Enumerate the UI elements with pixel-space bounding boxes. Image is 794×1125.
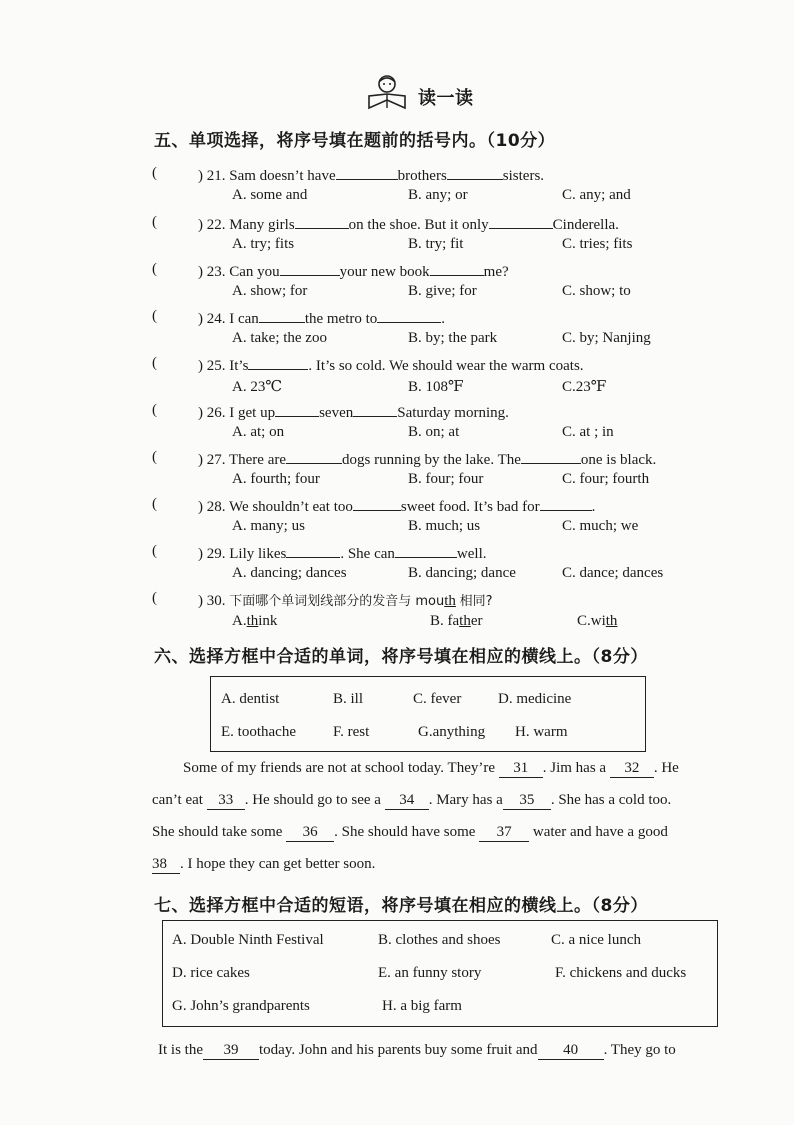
option-b: B. dancing; dance [408,565,516,581]
passage-line-4: 38 . I hope they can get better soon. [152,856,376,872]
passage-line-1: Some of my friends are not at school today. They’re 31 . Jim has a 32 . He [183,760,679,776]
word-d: D. medicine [498,691,572,707]
question-text: your new book [339,264,430,280]
option-c: C. much; we [562,518,639,534]
reading-child-icon [365,72,409,112]
page-title: 读一读 [418,88,474,109]
answer-blank[interactable] [540,496,592,511]
option-c: C.with [577,613,618,629]
option-a: A. take; the zoo [232,330,327,346]
question-text: Can you [229,264,280,280]
question-text: . It’s so cold. We should wear the warm coats. [308,358,584,374]
answer-blank[interactable] [275,402,319,417]
option-b: B. 108℉ [408,379,464,395]
option-b: B. by; the park [408,330,498,346]
question-text: It’s [229,358,249,374]
blank-33[interactable]: 33 [207,792,245,810]
question-number: ) 24. [198,311,226,327]
passage-line-3: She should take some 36 . She should have some 37 water and have a good [152,824,668,840]
question-line [198,165,544,185]
option-a: A. show; for [232,283,308,299]
word-f: F. rest [333,724,370,740]
answer-paren[interactable]: ( [152,165,157,181]
question-number: ) 30. [198,593,226,609]
answer-blank[interactable] [286,449,342,464]
option-a: A. at; on [232,424,285,440]
question-text: I get up [229,405,276,421]
answer-blank[interactable] [489,214,553,229]
question-text: sisters. [502,168,545,184]
option-c: C. by; Nanjing [562,330,651,346]
passage-line-2: can’t eat 33 . He should go to see a 34 . Mary has a 35 . She has a cold too. [152,792,672,808]
question-number: ) 25. [198,358,226,374]
blank-40[interactable]: 40 [538,1042,604,1060]
answer-blank[interactable] [259,308,305,323]
question-line [198,261,509,281]
underlined-part: th [444,593,456,609]
answer-blank[interactable] [447,165,503,180]
question-number: ) 23. [198,264,226,280]
blank-34[interactable]: 34 [385,792,429,810]
phrase-d: D. rice cakes [172,965,250,981]
word-h: H. warm [515,724,568,740]
option-b: B. much; us [408,518,481,534]
answer-blank[interactable] [286,543,340,558]
question-text: 下面哪个单词划线部分的发音与 mou [229,594,445,609]
question-text: seven [319,405,354,421]
question-text: one is black. [580,452,657,468]
blank-36[interactable]: 36 [286,824,334,842]
option-b: B. any; or [408,187,468,203]
option-b: B. on; at [408,424,460,440]
option-a: A.think [232,613,278,629]
option-c: C. at ; in [562,424,614,440]
answer-paren[interactable]: ( [152,449,157,465]
answer-paren[interactable]: ( [152,261,157,277]
phrase-g: G. John’s grandparents [172,998,310,1014]
question-number: ) 26. [198,405,226,421]
phrase-f: F. chickens and ducks [555,965,687,981]
section6-title: 六、选择方框中合适的单词，将序号填在相应的横线上。（8分） [154,647,648,667]
option-a: A. try; fits [232,236,295,252]
word-g: G.anything [418,724,486,740]
answer-paren[interactable]: ( [152,402,157,418]
question-text: . [591,499,596,515]
answer-blank[interactable] [295,214,349,229]
question-text: me? [483,264,509,280]
question-line [198,402,509,422]
option-a: A. some and [232,187,308,203]
answer-paren[interactable]: ( [152,543,157,559]
answer-blank[interactable] [248,355,308,370]
answer-paren[interactable]: ( [152,590,157,606]
question-text: Cinderella. [552,217,619,233]
word-b: B. ill [333,691,364,707]
question-line [198,214,619,234]
question-text: Lily likes [229,546,287,562]
blank-39[interactable]: 39 [203,1042,259,1060]
answer-blank[interactable] [353,496,401,511]
answer-blank[interactable] [430,261,484,276]
question-text: I can [229,311,259,327]
option-b: B. four; four [408,471,484,487]
option-c: C. any; and [562,187,631,203]
question-line [198,543,486,563]
answer-paren[interactable]: ( [152,496,157,512]
question-text: Many girls [229,217,295,233]
passage7-line-1: It is the 39 today. John and his parents buy some fruit and 40 . They go to [158,1042,676,1058]
option-c: C.23℉ [562,379,607,395]
question-text: . She can [340,546,395,562]
option-b: B. give; for [408,283,477,299]
blank-38[interactable]: 38 [152,856,180,874]
word-c: C. fever [413,691,462,707]
question-number: ) 21. [198,168,226,184]
section7-title: 七、选择方框中合适的短语，将序号填在相应的横线上。（8分） [154,896,648,916]
question-text: brothers [397,168,447,184]
question-text-end: 相同? [459,594,493,609]
option-b: B. try; fit [408,236,464,252]
blank-37[interactable]: 37 [479,824,529,842]
question-line [198,355,584,375]
answer-blank[interactable] [395,543,457,558]
option-a: A. fourth; four [232,471,320,487]
question-number: ) 28. [198,499,226,515]
question-text: We shouldn’t eat too [228,499,353,515]
option-c: C. four; fourth [562,471,650,487]
phrase-a: A. Double Ninth Festival [172,932,324,948]
answer-blank[interactable] [377,308,441,323]
answer-blank[interactable] [353,402,397,417]
option-c: C. show; to [562,283,631,299]
answer-blank[interactable] [280,261,340,276]
question-line [198,308,445,328]
blank-31[interactable]: 31 [499,760,543,778]
blank-35[interactable]: 35 [503,792,551,810]
phrase-h: H. a big farm [382,998,462,1014]
word-e: E. toothache [221,724,296,740]
question-number: ) 29. [198,546,226,562]
question-text: There are [228,452,287,468]
question-text: Saturday morning. [397,405,509,421]
option-a: A. dancing; dances [232,565,347,581]
word-a: A. dentist [221,691,280,707]
option-a: A. many; us [232,518,305,534]
option-c: C. tries; fits [562,236,633,252]
question-text: . [441,311,446,327]
question-text: sweet food. It’s bad for [400,499,540,515]
answer-paren[interactable]: ( [152,355,157,371]
phrase-e: E. an funny story [378,965,482,981]
question-number: ) 22. [198,217,226,233]
question-text: on the shoe. But it only [348,217,489,233]
phrase-b: B. clothes and shoes [378,932,501,948]
section5-title: 五、单项选择，将序号填在题前的括号内。（10分） [154,131,556,151]
question-line [198,449,656,469]
option-b: B. father [430,613,483,629]
question-text: Sam doesn’t have [229,168,336,184]
question-line [198,496,595,516]
phrase-c: C. a nice lunch [551,932,641,948]
answer-blank[interactable] [521,449,581,464]
option-c: C. dance; dances [562,565,664,581]
option-a: A. 23℃ [232,379,283,395]
answer-paren[interactable]: ( [152,308,157,324]
question-text: the metro to [304,311,378,327]
question-number: ) 27. [198,452,226,468]
blank-32[interactable]: 32 [610,760,654,778]
answer-blank[interactable] [336,165,398,180]
question-text: dogs running by the lake. The [342,452,521,468]
answer-paren[interactable]: ( [152,214,157,230]
question-text: well. [456,546,487,562]
